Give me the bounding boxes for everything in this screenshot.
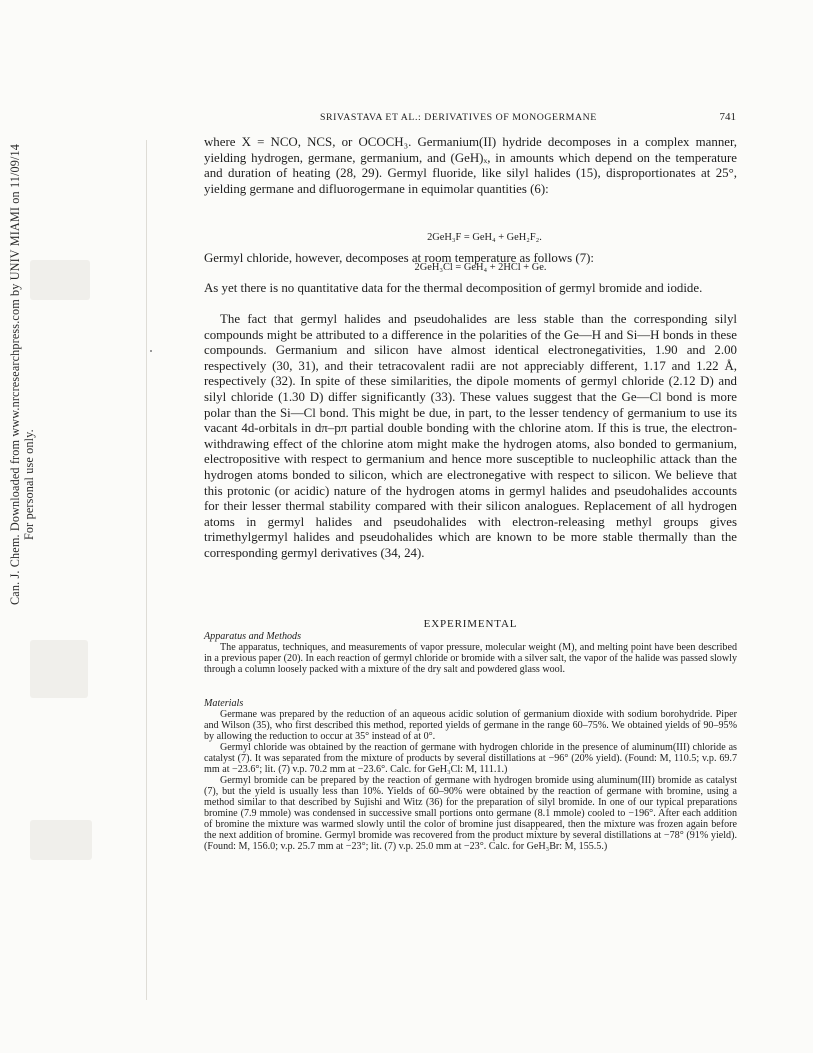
page-number: 741 bbox=[719, 111, 736, 123]
materials-germyl-bromide: Germyl bromide can be prepared by the reaction of germane with hydrogen bromide using aluminum(III) bromide as catalyst (7), but the yield is usually less than 10%. Yields of 60–90% were obtained by the reaction of germane with bromine, using a method similar to that described by Sujishi and Witz (36) for the preparation of silyl bromide. In one of our typical preparations bromine (7.9 mmole) was condensed in successive small portions onto germane (8.1 mmole) cooled to −196°. After each addition of bromine the mixture was warmed slowly until the color of bromine just disappeared, then the mixture was frozen again before the next addition of bromine. Germyl bromide was recovered from the product mixture by several distillations at −78° (91% yield). (Found: M, 156.0; v.p. 25.7 mm at −23°; lit. (7) v.p. 25.0 mm at −23°. Calc. for GeH₃Br: M, 155.5.) bbox=[204, 775, 737, 852]
paragraph-3 bbox=[204, 281, 737, 297]
watermark-line-1: Can. J. Chem. Downloaded from www.nrcresearchpress.com by UNIV MIAMI on 11/09/14 bbox=[8, 143, 22, 605]
scan-smudge bbox=[30, 260, 90, 300]
materials-bromide-block bbox=[204, 775, 737, 852]
scan-smudge bbox=[30, 640, 88, 698]
running-head bbox=[320, 112, 736, 128]
page-edge bbox=[146, 140, 147, 1000]
equation-germyl-fluoride: 2GeH₃F = GeH₄ + GeH₂F₂. bbox=[427, 232, 542, 243]
paragraph-text: where X = NCO, NCS, or OCOCH₃. Germanium(II) hydride decomposes in a complex manner, yielding hydrogen, germane, germanium, and (GeH)ₓ, in amounts which depend on the temperature and duration of heating (28, 29). Germyl fluoride, like silyl halides (15), disproportionates at 25°, yielding germane and difluorogermane in equimolar quantities (6): bbox=[204, 135, 737, 196]
paragraph-text: The fact that germyl halides and pseudohalides are less stable than the corresponding silyl compounds might be attributed to a difference in the polarities of the Ge—H and Si—H bonds in these compounds. Germanium and silicon have almost identical electronegativities, 1.90 and 2.00 respectively (30, 31), and their tetracovalent radii are not appreciably different, 1.17 and 1.22 Å, respectively (32). In spite of these similarities, the dipole moments of germyl chloride (2.12 D) and silyl chloride (1.30 D) differ significantly (33). These values suggest that the Ge—Cl bond is more polar than the Si—Cl bond. This might be due, in part, to the lesser tendency of germanium to use its vacant 4d-orbitals in dπ–pπ partial double bonding with the chlorine atom. If this is true, the electron-withdrawing effect of the chlorine atom might make the hydrogen atoms, also bonded to germanium, electropositive with respect to germanium and hence more susceptible to nucleophilic attack than the hydrogen atoms bonded to silicon, which are electronegative with respect to silicon. We believe that this protonic (or acidic) nature of the hydrogen atoms in germyl halides and pseudohalides accounts for their lesser thermal stability compared with their silicon analogues. Replacement of all hydrogen atoms in germyl halides and pseudohalides with electron-releasing methyl groups gives trimethylgermyl halides and pseudohalides which are known to be more stable thermally than the corresponding germyl derivatives (34, 24). bbox=[204, 312, 737, 560]
apparatus-text: The apparatus, techniques, and measurements of vapor pressure, molecular weight (M), and melting point have been described in a previous paper (20). In each reaction of germyl chloride or bromide with a silver salt, the vapor of the halide was passed slowly through a column loosely packed with a mixture of the dry salt and powdered glass wool. bbox=[204, 642, 737, 675]
apparatus-section bbox=[204, 631, 737, 675]
materials-section bbox=[204, 698, 737, 742]
watermark-line-2: For personal use only. bbox=[22, 429, 36, 540]
paragraph-4 bbox=[204, 312, 737, 562]
section-heading-experimental: EXPERIMENTAL bbox=[423, 618, 518, 630]
materials-chloride-block bbox=[204, 742, 737, 775]
running-head-title: SRIVASTAVA ET AL.: DERIVATIVES OF MONOGERMANE bbox=[320, 112, 597, 123]
materials-germyl-chloride: Germyl chloride was obtained by the reaction of germane with hydrogen chloride in the presence of aluminum(III) chloride as catalyst (7). It was separated from the mixture of products by several distillations at −96° (20% yield). (Found: M, 110.5; v.p. 69.7 mm at −23.6°; lit. (7) v.p. 70.2 mm at −23.6°. Calc. for GeH₃Cl: M, 111.1.) bbox=[204, 742, 737, 775]
paragraph-1 bbox=[204, 135, 737, 197]
materials-germane: Germane was prepared by the reduction of an aqueous acidic solution of germanium dioxide with sodium borohydride. Piper and Wilson (35), who first described this method, reported yields of germane in the range 60–75%. We obtained yields of 90–95% by allowing the reduction to occur at 35° instead of at 0°. bbox=[204, 709, 737, 742]
scan-speck bbox=[150, 350, 152, 352]
paragraph-text: As yet there is no quantitative data for the thermal decomposition of germyl bromide and iodide. bbox=[204, 281, 703, 295]
paragraph-text: Germyl chloride, however, decomposes at room temperature as follows (7): bbox=[204, 251, 595, 265]
scan-smudge bbox=[30, 820, 92, 860]
equation-germyl-chloride: 2GeH₃Cl = GeH₄ + 2HCl + Ge. bbox=[414, 262, 547, 273]
subheading-apparatus: Apparatus and Methods bbox=[204, 631, 302, 642]
subheading-materials: Materials bbox=[204, 698, 244, 709]
download-watermark bbox=[8, 143, 48, 610]
